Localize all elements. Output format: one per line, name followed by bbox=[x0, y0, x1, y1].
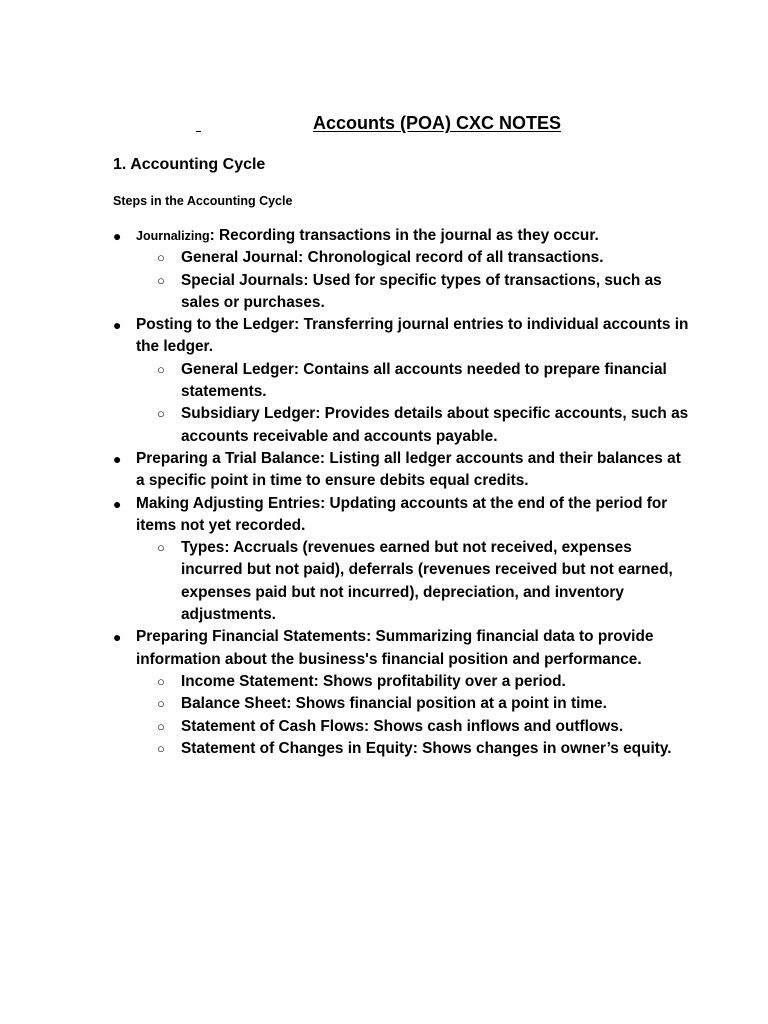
sub-item-text: Balance Sheet: Shows financial position at a point in time. bbox=[181, 695, 607, 713]
sub-list bbox=[136, 359, 693, 448]
sub-item-text: Income Statement: Shows profitability over a period. bbox=[181, 672, 566, 690]
sub-list-item bbox=[136, 693, 693, 715]
sub-list bbox=[136, 537, 693, 626]
sub-list-item bbox=[136, 738, 693, 760]
sub-item-text: Special Journals: Used for specific types of transactions, such as sales or purchases. bbox=[181, 271, 662, 311]
sub-list bbox=[136, 247, 693, 314]
bullet-icon: ● bbox=[113, 450, 122, 467]
sub-list-item bbox=[136, 359, 693, 404]
sub-list-item bbox=[136, 403, 693, 448]
sub-item-text: General Journal: Chronological record of all transactions. bbox=[181, 249, 604, 267]
hollow-bullet-icon: ○ bbox=[157, 740, 165, 756]
hollow-bullet-icon: ○ bbox=[157, 718, 165, 734]
bullet-icon: ● bbox=[113, 228, 122, 244]
sub-list-item bbox=[136, 671, 693, 693]
sub-item-text: Statement of Changes in Equity: Shows changes in owner’s equity. bbox=[181, 739, 672, 757]
bullet-icon: ● bbox=[113, 495, 122, 512]
sub-item-text: Types: Accruals (revenues earned but not received, expenses incurred but not paid), deferrals (revenues received but not earned, expenses paid but not incurred), depreciation, and inventory adjustments. bbox=[181, 539, 673, 624]
step-text: Preparing Financial Statements: Summarizing financial data to provide information about the business's financial position and performance. bbox=[136, 628, 654, 668]
step-text: Making Adjusting Entries: Updating accounts at the end of the period for items not yet recorded. bbox=[136, 494, 668, 534]
sub-list-item bbox=[136, 716, 693, 738]
sub-item-text: Statement of Cash Flows: Shows cash inflows and outflows. bbox=[181, 717, 624, 735]
title-text: Accounts (POA) CXC NOTES bbox=[313, 113, 562, 133]
hollow-bullet-icon: ○ bbox=[157, 272, 165, 288]
bullet-icon: ● bbox=[113, 629, 122, 646]
list-item bbox=[113, 448, 693, 493]
list-item bbox=[113, 314, 693, 448]
hollow-bullet-icon: ○ bbox=[157, 696, 165, 712]
bullet-icon: ● bbox=[113, 317, 122, 334]
sub-list bbox=[136, 671, 693, 760]
title-underline-lead bbox=[196, 111, 313, 135]
sub-heading: Steps in the Accounting Cycle bbox=[113, 194, 293, 208]
sub-list-item bbox=[136, 270, 693, 315]
hollow-bullet-icon: ○ bbox=[157, 673, 165, 689]
page-title bbox=[196, 111, 561, 135]
sub-item-text: Subsidiary Ledger: Provides details about specific accounts, such as accounts receivable and accounts payable. bbox=[181, 405, 689, 445]
sub-list-item bbox=[136, 537, 693, 626]
hollow-bullet-icon: ○ bbox=[157, 540, 165, 556]
section-heading: 1. Accounting Cycle bbox=[113, 156, 266, 173]
sub-item-text: General Ledger: Contains all accounts needed to prepare financial statements. bbox=[181, 360, 667, 401]
sub-list-item bbox=[136, 247, 693, 269]
list-item bbox=[113, 225, 693, 314]
step-text: Posting to the Ledger: Transferring journal entries to individual accounts in the ledger. bbox=[136, 316, 689, 356]
hollow-bullet-icon: ○ bbox=[157, 406, 165, 422]
list-item bbox=[113, 493, 693, 627]
step-term: Journalizing bbox=[136, 229, 210, 243]
list-item bbox=[113, 626, 693, 760]
hollow-bullet-icon: ○ bbox=[157, 361, 165, 377]
hollow-bullet-icon: ○ bbox=[157, 250, 165, 266]
accounting-cycle-steps bbox=[113, 225, 693, 760]
step-text: Preparing a Trial Balance: Listing all ledger accounts and their balances at a specific point in time to ensure debits equal credits. bbox=[136, 449, 681, 490]
step-text: : Recording transactions in the journal as they occur. bbox=[209, 227, 599, 244]
